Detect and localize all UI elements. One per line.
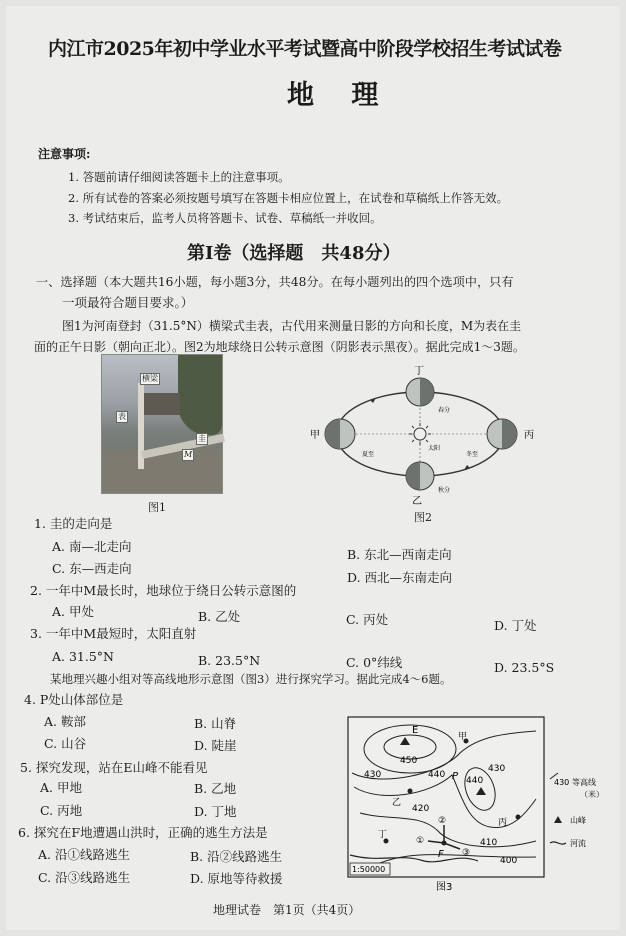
legend-contour-value: 430 xyxy=(554,778,570,787)
term-chunfen: 春分 xyxy=(438,407,451,414)
question-1-stem: 1. 圭的走向是 xyxy=(34,516,113,531)
pos-yi-label: 乙 xyxy=(412,496,422,507)
question-1-option-d: D. 西北—东南走向 xyxy=(347,570,453,585)
question-6-option-a: A. 沿①线路逃生 xyxy=(38,847,130,862)
page-footer: 地理试卷 第1页（共4页） xyxy=(213,903,361,917)
figure1-photo xyxy=(101,354,223,494)
notice-heading: 注意事项: xyxy=(38,147,91,161)
legend-peak: 山峰 xyxy=(570,816,586,825)
contour-410: 410 xyxy=(480,838,498,848)
ground-shape xyxy=(102,449,222,493)
term-sun: 太阳 xyxy=(428,445,441,452)
route-1: ① xyxy=(416,836,425,846)
label-jia: 甲 xyxy=(458,732,468,742)
question-3-option-d: D. 23.5°S xyxy=(494,660,555,675)
question-4-option-b: B. 山脊 xyxy=(194,716,237,731)
legend-unit: （米） xyxy=(580,790,604,799)
question-5-option-c: C. 丙地 xyxy=(40,803,83,818)
figure2-orbit-diagram xyxy=(300,360,558,510)
figure3-contour-map xyxy=(340,713,620,893)
earth-jia xyxy=(325,419,355,449)
section-instructions: 一、选择题（本大题共16小题，每小题3分，共48分。在每小题列出的四个选项中，只有 xyxy=(36,275,514,289)
label-p: P xyxy=(452,771,459,782)
intro2-text: 某地理兴趣小组对等高线地形示意图（图3）进行探究学习。据此完成4～6题。 xyxy=(50,672,452,686)
question-5-option-d: D. 丁地 xyxy=(194,804,237,819)
question-6-option-b: B. 沿②线路逃生 xyxy=(190,849,283,864)
figure2-caption: 图2 xyxy=(414,511,432,524)
contour-440-east: 440 xyxy=(466,776,484,786)
pos-jia-label: 甲 xyxy=(310,430,320,441)
question-3-option-c: C. 0°纬线 xyxy=(346,655,403,670)
question-2-option-a: A. 甲处 xyxy=(52,604,94,619)
intro-text: 图1为河南登封（31.5°N）横梁式圭表，古代用来测量日影的方向和长度，M为表在圭 xyxy=(62,319,522,333)
question-1-option-c: C. 东—西走向 xyxy=(52,561,132,576)
question-4-option-d: D. 陡崖 xyxy=(194,738,237,753)
notice-item: 3. 考试结束后，监考人员将答题卡、试卷、草稿纸一并收回。 xyxy=(68,211,382,225)
contour-400: 400 xyxy=(500,856,518,866)
contour-440: 440 xyxy=(428,770,446,780)
section-instructions-cont: 一项最符合题目要求。） xyxy=(62,295,194,310)
label-ding: 丁 xyxy=(378,830,388,840)
label-f: F xyxy=(438,849,444,860)
label-gui: 圭 xyxy=(198,434,206,443)
section-title: 第Ⅰ卷（选择题 共48分） xyxy=(187,243,401,264)
question-3-stem: 3. 一年中M最短时，太阳直射 xyxy=(30,626,197,641)
label-hengliang: 横梁 xyxy=(142,374,158,383)
question-2-option-d: D. 丁处 xyxy=(494,618,537,633)
question-1-option-b: B. 东北—西南走向 xyxy=(347,547,452,562)
contour-420: 420 xyxy=(412,804,430,814)
question-6-stem: 6. 探究在F地遭遇山洪时，正确的逃生方法是 xyxy=(18,825,268,840)
question-3-option-a: A. 31.5°N xyxy=(52,649,114,664)
question-4-option-c: C. 山谷 xyxy=(44,736,87,751)
building-shape xyxy=(140,393,180,415)
question-5-stem: 5. 探究发现，站在E山峰不能看见 xyxy=(20,760,208,775)
term-xiazhi: 夏至 xyxy=(362,451,375,458)
earth-ding xyxy=(406,378,434,406)
earth-yi xyxy=(406,462,434,490)
term-dongzhi: 冬至 xyxy=(466,451,479,458)
map-frame xyxy=(348,717,544,877)
question-2-option-c: C. 丙处 xyxy=(346,612,389,627)
label-m: M xyxy=(184,450,193,459)
subject-title: 地 理 xyxy=(287,80,393,111)
term-qiufen: 秋分 xyxy=(438,487,451,494)
notice-item: 1. 答题前请仔细阅读答题卡上的注意事项。 xyxy=(68,170,290,184)
route-3: ③ xyxy=(462,848,471,858)
label-yi: 乙 xyxy=(392,798,402,808)
exam-title: 内江市2025年初中学业水平考试暨高中阶段学校招生考试试卷 xyxy=(48,38,562,60)
legend-peak-icon xyxy=(554,816,562,823)
label-bing: 丙 xyxy=(498,818,508,828)
legend-river: 河流 xyxy=(570,839,586,848)
legend-river-icon xyxy=(550,842,566,844)
label-biao: 表 xyxy=(118,412,126,421)
pos-bing-label: 丙 xyxy=(524,430,534,441)
question-5-option-b: B. 乙地 xyxy=(194,781,237,796)
question-5-option-a: A. 甲地 xyxy=(40,780,82,795)
question-2-stem: 2. 一年中M最长时，地球位于绕日公转示意图的 xyxy=(30,583,297,598)
map-scale: 1:50000 xyxy=(352,865,386,874)
figure1-caption: 图1 xyxy=(148,501,166,514)
question-4-option-a: A. 鞍部 xyxy=(44,714,86,729)
question-2-option-b: B. 乙处 xyxy=(198,609,241,624)
question-6-option-c: C. 沿③线路逃生 xyxy=(38,870,131,885)
label-e: E xyxy=(412,725,419,736)
question-3-option-b: B. 23.5°N xyxy=(198,653,261,668)
question-6-option-d: D. 原地等待救援 xyxy=(190,871,283,886)
intro-text-cont: 面的正午日影（朝向正北）。图2为地球绕日公转示意图（阴影表示黑夜）。据此完成1～3题。 xyxy=(34,340,525,354)
legend-contour: 等高线 xyxy=(572,778,596,787)
contour-430: 430 xyxy=(364,770,382,780)
route-2: ② xyxy=(438,816,447,826)
question-1-option-a: A. 南—北走向 xyxy=(52,539,132,554)
contour-430-east: 430 xyxy=(488,764,506,774)
tree-shape xyxy=(178,355,222,435)
question-4-stem: 4. P处山体部位是 xyxy=(24,692,124,707)
notice-item: 2. 所有试卷的答案必须按题号填写在答题卡相应位置上，在试卷和草稿纸上作答无效。 xyxy=(68,191,509,205)
earth-bing xyxy=(487,419,517,449)
pos-ding-label: 丁 xyxy=(414,366,424,377)
contour-450: 450 xyxy=(400,756,418,766)
figure3-caption: 图3 xyxy=(436,882,453,893)
